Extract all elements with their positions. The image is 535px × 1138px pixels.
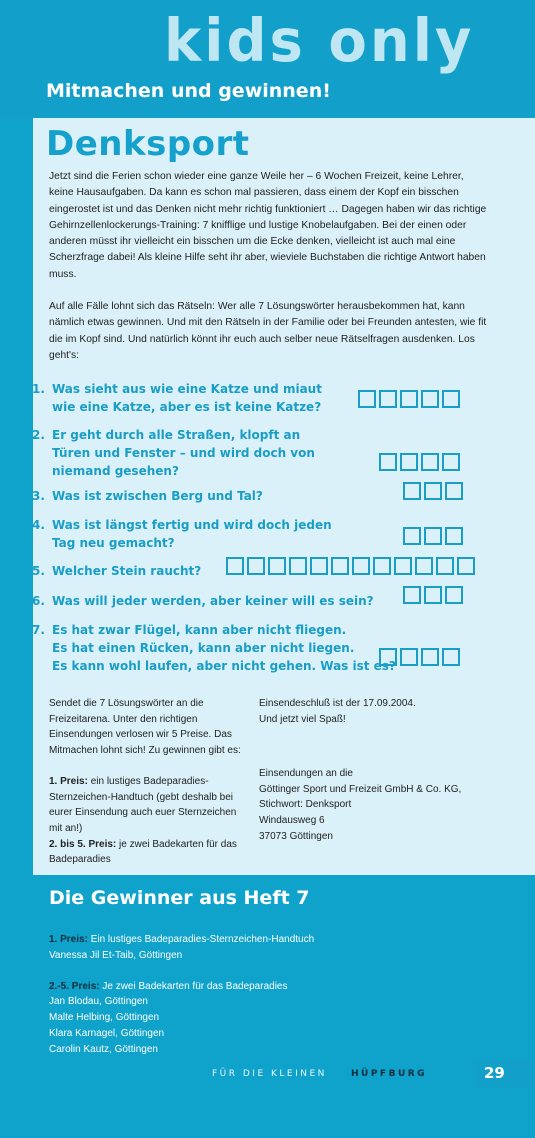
- answer-boxes-2: [379, 453, 460, 471]
- winners-title: Die Gewinner aus Heft 7: [49, 887, 310, 909]
- answer-boxes-4: [403, 527, 463, 545]
- answer-letter-box: [358, 390, 376, 408]
- winners-prize-2-description: Je zwei Badekarten für das Badeparadies: [99, 980, 288, 992]
- address-block: [259, 766, 489, 845]
- prize-1-label: 1. Preis:: [49, 775, 88, 787]
- answer-letter-box: [445, 527, 463, 545]
- answer-letter-box: [403, 482, 421, 500]
- prize-2-text: [49, 837, 244, 868]
- prize-1-text: [49, 774, 244, 837]
- answer-letter-box: [415, 557, 433, 575]
- question-line: Tag neu gemacht?: [52, 536, 175, 550]
- winners-prize-1: [49, 932, 469, 964]
- intro-text: [49, 169, 489, 380]
- deadline-line: Einsendeschluß ist der 17.09.2004.: [259, 698, 416, 709]
- answer-letter-box: [403, 527, 421, 545]
- winners-prize-2: [49, 979, 469, 1058]
- winners-list: [49, 932, 469, 1073]
- address-line: Einsendungen an die: [259, 768, 353, 779]
- question-line: Was ist zwischen Berg und Tal?: [52, 489, 263, 503]
- winner-name: Jan Blodau, Göttingen: [49, 996, 148, 1008]
- question-line: wie eine Katze, aber es ist keine Katze?: [52, 400, 322, 414]
- question-number: 3.: [32, 489, 45, 503]
- question-line: niemand gesehen?: [52, 464, 179, 478]
- address-line: Stichwort: Denksport: [259, 799, 352, 811]
- answer-boxes-7: [379, 648, 460, 666]
- answer-letter-box: [436, 557, 454, 575]
- answer-letter-box: [400, 390, 418, 408]
- question-line: Es hat zwar Flügel, kann aber nicht fliegen.: [52, 623, 347, 637]
- answer-letter-box: [424, 527, 442, 545]
- answer-letter-box: [403, 586, 421, 604]
- intro-paragraph-1: Jetzt sind die Ferien schon wieder eine ganze Weile her – 6 Wochen Freizeit, keine Lehrer, keine Hausaufgaben. Da kann es schon mal passieren, dass einem der Kopf ein bisschen eingerostet ist und das Denken nicht mehr richtig funktioniert … Dagegen haben wir das richtige Gehirnzellenlockerungs-Training: 7 knifflige und lustige Knobelaufgaben. Bei der einen oder anderen müsst ihr vielleicht ein bisschen um die Ecke denken, vielleicht ist auch mal eine Scherzfrage dabei! Als kleine Hilfe seht ihr aber, wieviele Buchstaben die richtige Antwort haben muss.: [49, 171, 487, 280]
- answer-boxes-1: [358, 390, 460, 408]
- winner-name: Malte Helbing, Göttingen: [49, 1012, 160, 1024]
- answer-letter-box: [421, 648, 439, 666]
- question-line: Was will jeder werden, aber keiner will es sein?: [52, 594, 374, 608]
- answer-boxes-3: [403, 482, 463, 500]
- answer-boxes-5: [226, 557, 475, 575]
- footer-section: FÜR DIE KLEINEN: [212, 1069, 327, 1079]
- winner-name: Vanessa Jil Et-Taib, Göttingen: [49, 949, 183, 961]
- answer-letter-box: [310, 557, 328, 575]
- answer-letter-box: [442, 453, 460, 471]
- answer-letter-box: [442, 390, 460, 408]
- question-7: [32, 621, 396, 675]
- answer-letter-box: [424, 482, 442, 500]
- answer-letter-box: [457, 557, 475, 575]
- answer-letter-box: [379, 453, 397, 471]
- answer-letter-box: [424, 586, 442, 604]
- answer-letter-box: [331, 557, 349, 575]
- answer-letter-box: [352, 557, 370, 575]
- question-number: 7.: [32, 623, 45, 637]
- answer-letter-box: [268, 557, 286, 575]
- page-number: 29: [484, 1064, 505, 1082]
- deadline-line: Und jetzt viel Spaß!: [259, 713, 346, 725]
- deadline-info: [259, 696, 489, 727]
- page-title: Denksport: [46, 124, 250, 164]
- prize-2-description: je zwei Badekarten für das Badeparadies: [49, 838, 237, 866]
- winners-prize-1-description: Ein lustiges Badeparadies-Sternzeichen-Handtuch: [87, 934, 315, 945]
- winners-prize-1-label: 1. Preis:: [49, 934, 88, 945]
- question-number: 4.: [32, 518, 45, 532]
- winner-name: Carolin Kautz, Göttingen: [49, 1043, 158, 1055]
- question-line: Was sieht aus wie eine Katze und miaut: [52, 382, 322, 396]
- address-line: Windausweg 6: [259, 815, 325, 827]
- question-1: [32, 380, 352, 416]
- intro-paragraph-2: Auf alle Fälle lohnt sich das Rätseln: Wer alle 7 Lösungswörter herausbekommen hat, kann nämlich etwas gewinnen. Und mit den Rätseln in der Familie oder bei Freunden antesten, wie fit die im Kopf sind. Und natürlich könnt ihr euch auch selber neue Rätselfragen ausdenken. Los geht's:: [49, 301, 487, 361]
- question-2: [32, 426, 352, 480]
- question-line: Welcher Stein raucht?: [52, 564, 202, 578]
- question-4: [32, 516, 352, 552]
- question-6: [32, 592, 372, 610]
- question-line: Was ist längst fertig und wird doch jeden: [52, 518, 332, 532]
- answer-letter-box: [247, 557, 265, 575]
- address-line: Göttinger Sport und Freizeit GmbH & Co. KG,: [259, 783, 462, 795]
- answer-letter-box: [400, 648, 418, 666]
- footer-brand: HÜPFBURG: [351, 1069, 428, 1079]
- question-line: Es kann wohl laufen, aber nicht gehen. Was ist es?: [52, 659, 396, 673]
- kids-only-logo: kids only: [164, 7, 475, 76]
- answer-letter-box: [226, 557, 244, 575]
- answer-letter-box: [421, 390, 439, 408]
- answer-letter-box: [421, 453, 439, 471]
- answer-letter-box: [445, 586, 463, 604]
- question-line: Es hat einen Rücken, kann aber nicht liegen.: [52, 641, 355, 655]
- send-info: [49, 696, 244, 868]
- question-number: 2.: [32, 428, 45, 442]
- question-number: 1.: [32, 382, 45, 396]
- answer-letter-box: [379, 648, 397, 666]
- answer-letter-box: [373, 557, 391, 575]
- question-3: [32, 487, 352, 505]
- tagline: Mitmachen und gewinnen!: [46, 80, 331, 102]
- answer-letter-box: [442, 648, 460, 666]
- winners-prize-2-label: 2.-5. Preis:: [49, 980, 100, 992]
- question-5: [32, 562, 232, 580]
- winner-name: Klara Karnagel, Göttingen: [49, 1027, 165, 1039]
- answer-letter-box: [379, 390, 397, 408]
- send-text: Sendet die 7 Lösungswörter an die Freizeitarena. Unter den richtigen Einsendungen verlosen wir 5 Preise. Das Mitmachen lohnt sich! Zu gewinnen gibt es:: [49, 698, 241, 757]
- question-line: Türen und Fenster – und wird doch von: [52, 446, 315, 460]
- prize-1-description: ein lustiges Badeparadies-Sternzeichen-Handtuch (gebt deshalb bei eurer Einsendung auch euer Sternzeichen mit an!): [49, 775, 237, 834]
- question-line: Er geht durch alle Straßen, klopft an: [52, 428, 301, 442]
- answer-letter-box: [400, 453, 418, 471]
- answer-letter-box: [394, 557, 412, 575]
- question-number: 5.: [32, 564, 45, 578]
- question-number: 6.: [32, 594, 45, 608]
- answer-letter-box: [445, 482, 463, 500]
- address-line: 37073 Göttingen: [259, 830, 333, 842]
- prize-2-label: 2. bis 5. Preis:: [49, 838, 117, 850]
- answer-letter-box: [289, 557, 307, 575]
- answer-boxes-6: [403, 586, 463, 604]
